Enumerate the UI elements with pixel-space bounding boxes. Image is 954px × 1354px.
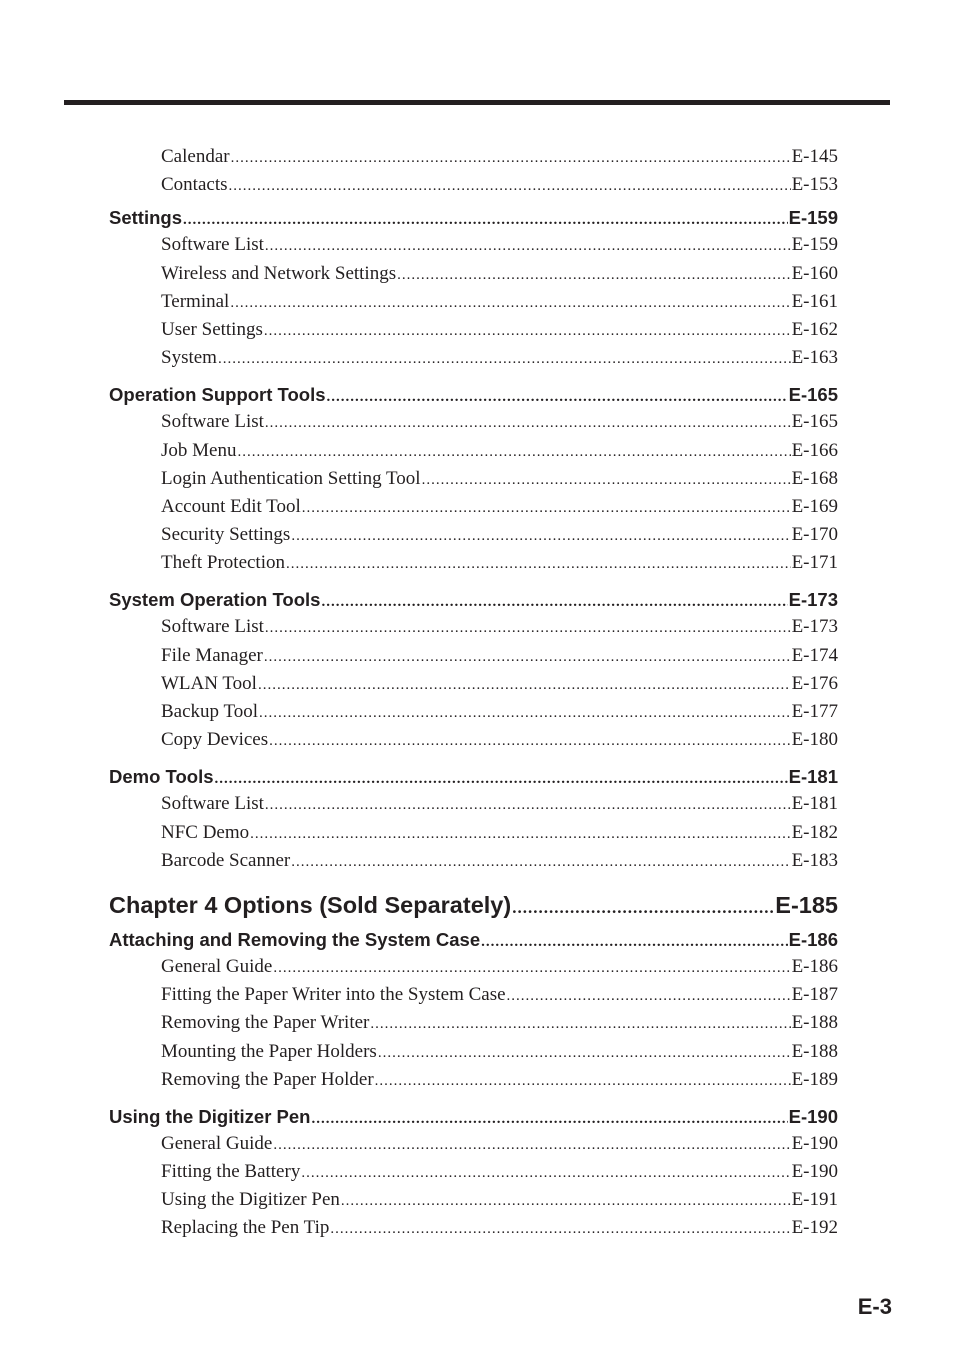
- entry-page: E-182: [791, 821, 838, 843]
- entry-page: E-160: [791, 262, 838, 284]
- entry-title: General Guide: [161, 955, 273, 977]
- entry-title: System: [161, 347, 217, 369]
- dot-leader: [321, 589, 787, 613]
- entry-page: E-171: [791, 552, 838, 574]
- entry-title: Replacing the Pen Tip: [161, 1217, 330, 1239]
- entry-page: E-176: [791, 672, 838, 694]
- dot-leader: [327, 384, 788, 408]
- section-page: E-159: [788, 207, 838, 229]
- entry-title: General Guide: [161, 1132, 273, 1154]
- entry-title: Copy Devices: [161, 729, 269, 751]
- toc-entry[interactable]: [161, 1186, 838, 1214]
- toc-entry[interactable]: [161, 726, 838, 754]
- entry-title: Security Settings: [161, 524, 291, 546]
- dot-leader: [264, 317, 791, 344]
- entry-title: Using the Digitizer Pen: [161, 1189, 340, 1211]
- toc-entry[interactable]: [161, 1158, 838, 1186]
- entry-title: WLAN Tool: [161, 672, 257, 694]
- section-title: Using the Digitizer Pen: [109, 1105, 311, 1127]
- entry-title: Software List: [161, 411, 264, 433]
- dot-leader: [237, 438, 790, 465]
- chapter-title: Chapter 4 Options (Sold Separately): [109, 891, 512, 918]
- section-title: Demo Tools: [109, 766, 214, 788]
- toc-entry[interactable]: [161, 953, 838, 981]
- section-title: Attaching and Removing the System Case: [109, 928, 481, 950]
- entry-page: E-174: [791, 644, 838, 666]
- dot-leader: [375, 1067, 791, 1094]
- dot-leader: [273, 1131, 790, 1158]
- toc-entry[interactable]: [161, 344, 838, 372]
- entry-page: E-180: [791, 729, 838, 751]
- entry-title: Mounting the Paper Holders: [161, 1040, 377, 1062]
- dot-leader: [397, 261, 790, 288]
- entry-page: E-170: [791, 524, 838, 546]
- toc-entry[interactable]: [161, 465, 838, 493]
- toc-entry[interactable]: [161, 670, 838, 698]
- dot-leader: [273, 954, 790, 981]
- entry-title: User Settings: [161, 318, 263, 340]
- dot-leader: [311, 1106, 787, 1130]
- entry-title: Terminal: [161, 290, 230, 312]
- entry-title: Barcode Scanner: [161, 849, 291, 871]
- dot-leader: [269, 727, 790, 754]
- entry-title: Contacts: [161, 174, 228, 196]
- toc-entry[interactable]: [161, 1130, 838, 1158]
- entry-title: Software List: [161, 234, 264, 256]
- entry-page: E-169: [791, 495, 838, 517]
- dot-leader: [265, 232, 791, 259]
- dot-leader: [218, 345, 791, 372]
- entry-title: Software List: [161, 616, 264, 638]
- toc-entry[interactable]: [161, 981, 838, 1009]
- entry-page: E-188: [791, 1012, 838, 1034]
- toc-entry[interactable]: [161, 549, 838, 577]
- dot-leader: [250, 820, 790, 847]
- entry-title: Wireless and Network Settings: [161, 262, 397, 284]
- entry-title: Calendar: [161, 146, 230, 167]
- section-page: E-186: [788, 928, 838, 950]
- dot-leader: [229, 172, 791, 199]
- toc-entry-calendar[interactable]: [161, 143, 838, 171]
- entry-page: E-153: [791, 174, 838, 196]
- toc-entry[interactable]: [161, 316, 838, 344]
- entry-page: E-145: [791, 146, 838, 167]
- section-title: Operation Support Tools: [109, 384, 326, 406]
- entry-page: E-190: [791, 1132, 838, 1154]
- entry-page: E-162: [791, 318, 838, 340]
- section-page: E-165: [788, 384, 838, 406]
- toc-entry[interactable]: [161, 819, 838, 847]
- section-page: E-173: [788, 589, 838, 611]
- dot-leader: [286, 550, 791, 577]
- toc-section-operation-support-tools[interactable]: [109, 382, 838, 408]
- toc-section-attaching-removing-system-case[interactable]: [109, 927, 838, 953]
- entry-page: E-183: [791, 849, 838, 871]
- toc-section-settings[interactable]: [109, 205, 838, 231]
- dot-leader: [507, 982, 791, 1009]
- entry-page: E-186: [791, 955, 838, 977]
- dot-leader: [291, 522, 790, 549]
- toc-chapter-4[interactable]: [109, 887, 838, 923]
- entry-page: E-165: [791, 411, 838, 433]
- dot-leader: [341, 1187, 791, 1214]
- toc-entry[interactable]: [161, 1066, 838, 1094]
- toc-entry[interactable]: [161, 493, 838, 521]
- dot-leader: [301, 1159, 790, 1186]
- dot-leader: [302, 494, 791, 521]
- table-of-contents: [109, 143, 838, 1243]
- toc-entry[interactable]: [161, 437, 838, 465]
- entry-title: Removing the Paper Holder: [161, 1068, 374, 1090]
- entry-page: E-190: [791, 1161, 838, 1183]
- toc-entry[interactable]: [161, 1009, 838, 1037]
- dot-leader: [259, 699, 791, 726]
- entry-title: Theft Protection: [161, 552, 285, 574]
- chapter-page: E-185: [775, 891, 838, 918]
- dot-leader: [265, 614, 791, 641]
- entry-page: E-163: [791, 347, 838, 369]
- entry-page: E-188: [791, 1040, 838, 1062]
- entry-page: E-187: [791, 984, 838, 1006]
- toc-entry[interactable]: [161, 642, 838, 670]
- entry-page: E-192: [791, 1217, 838, 1239]
- dot-leader: [370, 1010, 790, 1037]
- dot-leader: [264, 643, 791, 670]
- header-rule: [64, 100, 890, 105]
- toc-entry[interactable]: [161, 408, 838, 436]
- dot-leader: [265, 791, 791, 818]
- dot-leader: [422, 466, 791, 493]
- entry-page: E-173: [791, 616, 838, 638]
- toc-entry[interactable]: [161, 288, 838, 316]
- entry-page: E-161: [791, 290, 838, 312]
- entry-title: Login Authentication Setting Tool: [161, 467, 421, 489]
- section-page: E-190: [788, 1105, 838, 1127]
- dot-leader: [291, 848, 790, 875]
- dot-leader: [183, 207, 788, 231]
- toc-entry[interactable]: [161, 1038, 838, 1066]
- entry-title: Software List: [161, 793, 264, 815]
- entry-title: Account Edit Tool: [161, 495, 301, 517]
- entry-page: E-168: [791, 467, 838, 489]
- toc-section-using-digitizer-pen[interactable]: [109, 1104, 838, 1130]
- toc-section-system-operation-tools[interactable]: [109, 587, 838, 613]
- dot-leader: [230, 289, 790, 316]
- entry-page: E-189: [791, 1068, 838, 1090]
- toc-section-demo-tools[interactable]: [109, 764, 838, 790]
- entry-title: Removing the Paper Writer: [161, 1012, 370, 1034]
- toc-entry-contacts[interactable]: [161, 171, 838, 199]
- page-number: E-3: [857, 1294, 892, 1319]
- entry-page: E-181: [791, 793, 838, 815]
- dot-leader: [258, 671, 791, 698]
- entry-page: E-166: [791, 439, 838, 461]
- entry-title: Job Menu: [161, 439, 237, 461]
- entry-title: Fitting the Paper Writer into the System Case: [161, 984, 506, 1006]
- section-page: E-181: [788, 766, 838, 788]
- entry-page: E-177: [791, 701, 838, 722]
- section-title: Settings: [109, 207, 182, 229]
- toc-entry[interactable]: [161, 521, 838, 549]
- dot-leader: [265, 409, 791, 436]
- toc-entry[interactable]: [161, 790, 838, 818]
- dot-leader: [481, 929, 788, 953]
- toc-entry[interactable]: [161, 613, 838, 641]
- entry-title: Fitting the Battery: [161, 1161, 301, 1183]
- section-title: System Operation Tools: [109, 589, 321, 611]
- entry-title: File Manager: [161, 644, 263, 666]
- toc-entry[interactable]: [161, 698, 838, 726]
- dot-leader: [215, 766, 788, 790]
- toc-entry[interactable]: [161, 231, 838, 259]
- dot-leader: [231, 144, 791, 171]
- entry-title: Backup Tool: [161, 701, 259, 722]
- toc-entry[interactable]: [161, 1214, 838, 1242]
- toc-entry[interactable]: [161, 260, 838, 288]
- dot-leader: [378, 1039, 791, 1066]
- dot-leader: [512, 890, 774, 923]
- entry-page: E-191: [791, 1189, 838, 1211]
- dot-leader: [330, 1215, 790, 1242]
- entry-title: NFC Demo: [161, 821, 250, 843]
- entry-page: E-159: [791, 234, 838, 256]
- toc-entry[interactable]: [161, 847, 838, 875]
